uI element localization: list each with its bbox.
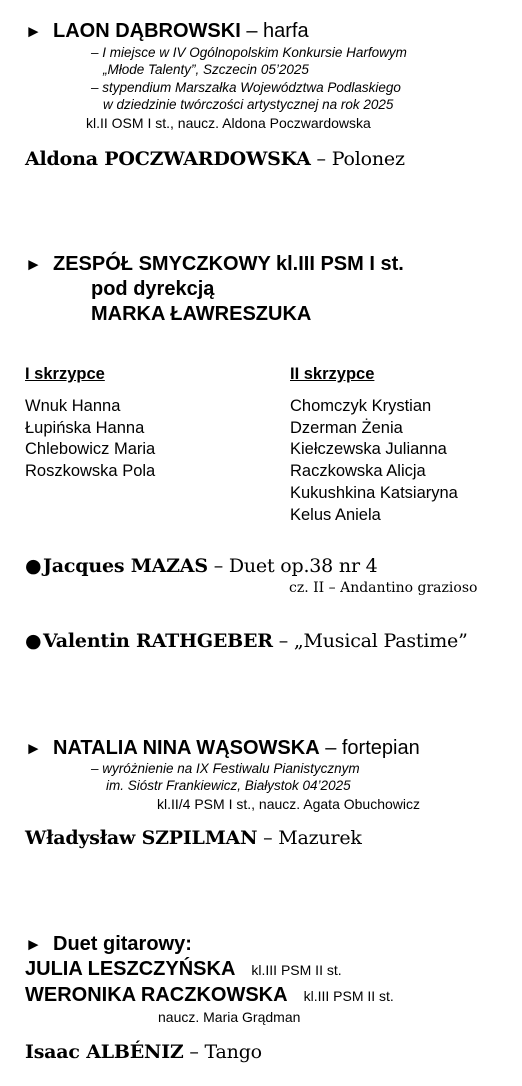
piece-title: – Polonez [310,148,405,170]
achievement-note: – wyróżnienie na IX Festiwalu Pianistycznym [91,761,360,776]
arrow-icon: ► [25,935,42,954]
achievement-note: – I miejsce w IV Ogólnopolskim Konkursie Harfowym [91,45,407,60]
piece-line-4 [25,827,362,849]
conductor-name: MARKA ŁAWRESZUKA [91,303,312,325]
composer-name: Jacques MAZAS [43,555,208,577]
composer-name: Władysław SZPILMAN [25,827,258,849]
performer-heading-2 [25,253,404,276]
list-item: Roszkowska Pola [25,462,156,480]
piece-title: – „Musical Pastime” [272,630,468,652]
achievement-note: „Młode Talenty”, Szczecin 05’2025 [103,62,309,77]
first-violins-header: I skrzypce [25,365,105,383]
arrow-icon: ► [25,22,42,41]
performer-heading-1 [25,20,309,43]
bullet-icon: ● [25,555,42,577]
teacher-line: naucz. Maria Grądman [158,1009,301,1025]
piece-line-3 [25,630,468,652]
list-item: Chlebowicz Maria [25,440,156,458]
duet-performer-2 [25,984,394,1007]
performer-heading-4 [25,933,192,956]
bullet-icon: ● [25,630,42,652]
instrument: – harfa [240,20,309,42]
achievement-note: – stypendium Marszałka Województwa Podlaskiego [91,80,401,95]
piece-line-2 [25,555,378,577]
second-violins-header: II skrzypce [290,365,375,383]
list-item: Kukushkina Katsiaryna [290,484,458,502]
list-item: Kiełczewska Julianna [290,440,447,458]
list-item: Łupińska Hanna [25,419,145,437]
list-item: Kelus Aniela [290,506,381,524]
piece-title: – Duet op.38 nr 4 [207,555,378,577]
duet-performer-1 [25,958,342,981]
teacher-line: kl.II/4 PSM I st., naucz. Agata Obuchowicz [157,796,421,812]
arrow-icon: ► [25,739,42,758]
list-item: Wnuk Hanna [25,397,121,415]
composer-name: Valentin RATHGEBER [43,630,273,652]
arrow-icon: ► [25,255,42,274]
ensemble-direction: pod dyrekcją [91,278,215,300]
performer-name: JULIA LESZCZYŃSKA [25,958,236,980]
teacher-line: kl.II OSM I st., naucz. Aldona Poczwardowska [86,115,371,131]
class-label: kl.III PSM II st. [303,988,394,1004]
achievement-note: w dziedzinie twórczości artystycznej na rok 2025 [103,97,394,112]
performer-name: NATALIA NINA WĄSOWSKA [53,737,320,759]
piece-title: – Tango [183,1041,262,1063]
piece-line-1 [25,148,405,170]
performer-name: WERONIKA RACZKOWSKA [25,984,288,1006]
performer-name: LAON DĄBROWSKI [53,20,241,42]
class-label: kl.III PSM II st. [251,962,342,978]
achievement-note: im. Sióstr Frankiewicz, Białystok 04’2025 [106,778,351,793]
piece-title: – Mazurek [257,827,362,849]
composer-name: Aldona POCZWARDOWSKA [25,148,311,170]
list-item: Raczkowska Alicja [290,462,426,480]
list-item: Chomczyk Krystian [290,397,432,415]
piece-line-5 [25,1041,262,1063]
composer-name: Isaac ALBÉNIZ [25,1041,184,1063]
performer-heading-3 [25,737,420,760]
movement-line: cz. II – Andantino grazioso [289,580,478,596]
ensemble-name: ZESPÓŁ SMYCZKOWY kl.III PSM I st. [53,253,404,275]
list-item: Dzerman Żenia [290,419,403,437]
instrument: – fortepian [319,737,420,759]
duet-heading: Duet gitarowy: [53,933,192,955]
